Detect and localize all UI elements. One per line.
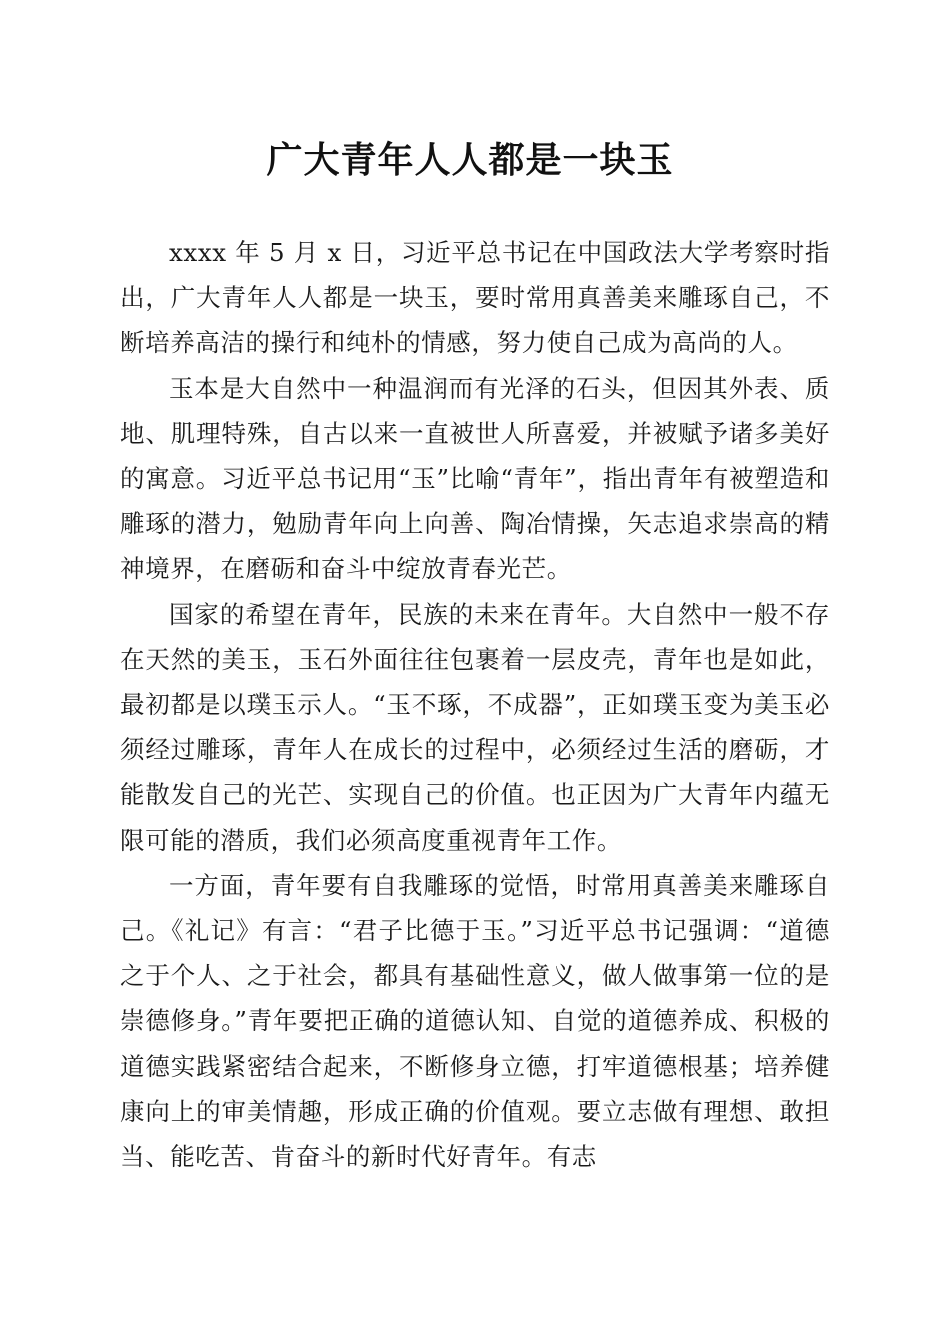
paragraph: 一方面，青年要有自我雕琢的觉悟，时常用真善美来雕琢自己。《礼记》有言：“君子比德于玉。”习近平总书记强调：“道德之于个人、之于社会，都具有基础性意义，做人做事第一位的是崇德修身。”青年要把正确的道德认知、自觉的道德养成、积极的道德实践紧密结合起来，不断修身立德，打牢道德根基；培养健康向上的审美情趣，形成正确的价值观。要立志做有理想、敢担当、能吃苦、肯奋斗的新时代好青年。有志: [120, 870, 830, 1172]
paragraph: 国家的希望在青年，民族的未来在青年。大自然中一般不存在天然的美玉，玉石外面往往包裹着一层皮壳，青年也是如此，最初都是以璞玉示人。“玉不琢，不成器”，正如璞玉变为美玉必须经过雕琢，青年人在成长的过程中，必须经过生活的磨砺，才能散发自己的光芒、实现自己的价值。也正因为广大青年内蕴无限可能的潜质，我们必须高度重视青年工作。: [120, 599, 830, 855]
paragraph: xxxx 年 5 月 x 日，习近平总书记在中国政法大学考察时指出，广大青年人人都是一块玉，要时常用真善美来雕琢自己，不断培养高洁的操行和纯朴的情感，努力使自己成为高尚的人。: [120, 238, 830, 358]
paragraph: 玉本是大自然中一种温润而有光泽的石头，但因其外表、质地、肌理特殊，自古以来一直被世人所喜爱，并被赋予诸多美好的寓意。习近平总书记用“玉”比喻“青年”，指出青年有被塑造和雕琢的潜力，勉励青年向上向善、陶冶情操，矢志追求崇高的精神境界，在磨砺和奋斗中绽放青春光芒。: [120, 373, 830, 584]
document-body: [120, 230, 830, 1179]
document-title: 广大青年人人都是一块玉: [266, 139, 674, 181]
